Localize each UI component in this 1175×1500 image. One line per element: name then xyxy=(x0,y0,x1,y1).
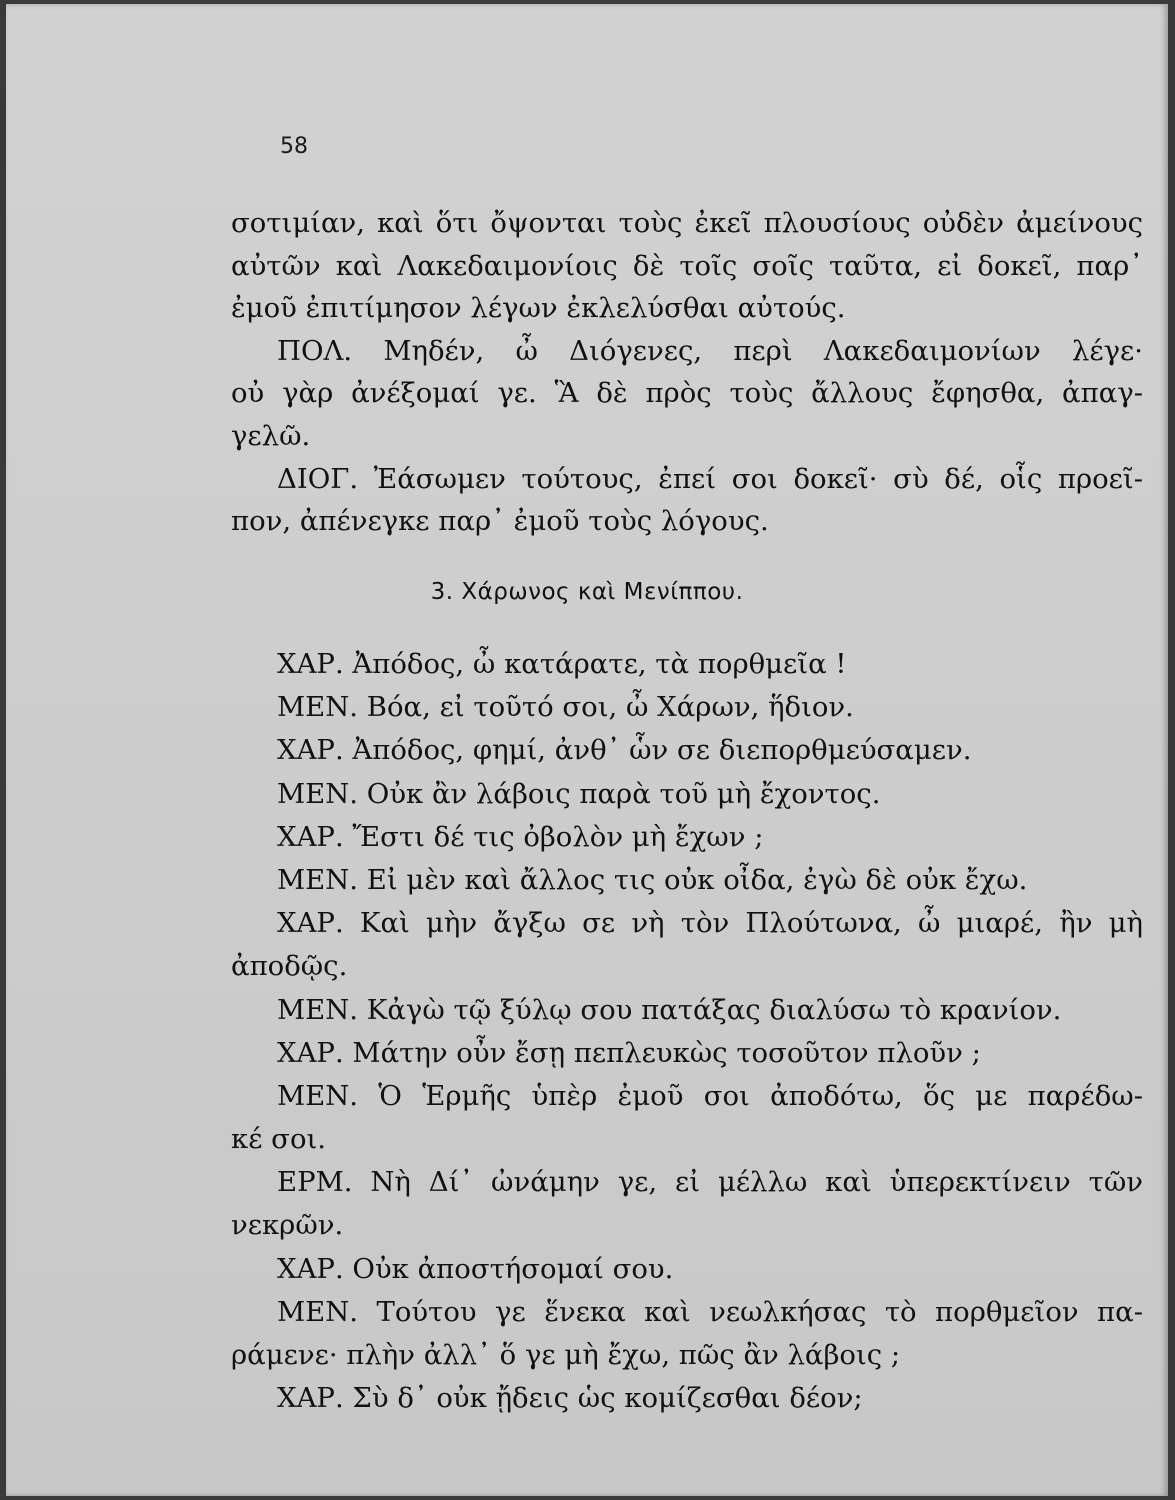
text-line: γελῶ. xyxy=(231,419,311,452)
dialogue-line: ΜΕΝ. Ὁ Ἑρμῆς ὑπὲρ ἐμοῦ σοι ἀποδότω, ὅς με παρέδω- xyxy=(277,1079,1143,1112)
dialogue-line: ΧΑΡ. Ἔστι δέ τις ὀβολὸν μὴ ἔχων ; xyxy=(277,820,764,853)
preceding-dialogue-text xyxy=(231,202,1143,543)
text-line: ΔΙΟΓ. Ἐάσωμεν τούτους, ἐπεί σοι δοκεῖ· σὺ δέ, οἷς προεῖ- xyxy=(277,462,1143,495)
dialogue-line: ΜΕΝ. Οὐκ ἂν λάβοις παρὰ τοῦ μὴ ἔχοντος. xyxy=(277,777,881,810)
dialogue-line: ΧΑΡ. Μάτην οὖν ἔσῃ πεπλευκὼς τοσοῦτον πλοῦν ; xyxy=(277,1036,981,1069)
dialogue-line: ράμενε· πλὴν ἀλλ᾽ ὅ γε μὴ ἔχω, πῶς ἂν λάβοις ; xyxy=(231,1339,901,1371)
dialogue-line: ΕΡΜ. Νὴ Δί᾽ ὠνάμην γε, εἰ μέλλω καὶ ὑπερεκτίνειν τῶν xyxy=(277,1166,1143,1199)
text-line: πον, ἀπένεγκε παρ᾽ ἐμοῦ τοὺς λόγους. xyxy=(231,505,769,538)
dialogue-line: ΧΑΡ. Καὶ μὴν ἄγξω σε νὴ τὸν Πλούτωνα, ὦ μιαρέ, ἢν μὴ xyxy=(277,907,1143,940)
dialogue-line: ΜΕΝ. Βόα, εἰ τοῦτό σοι, ὦ Χάρων, ἥδιον. xyxy=(277,691,854,724)
dialogue-line: ΧΑΡ. Ἀπόδος, φημί, ἀνθ᾽ ὧν σε διεπορθμεύσαμεν. xyxy=(277,734,972,767)
text-line: σοτιμίαν, καὶ ὅτι ὄψονται τοὺς ἐκεῖ πλουσίους οὐδὲν ἀμείνους xyxy=(231,207,1143,239)
book-page xyxy=(6,4,1168,1496)
dialogue-line: κέ σοι. xyxy=(231,1123,327,1156)
text-line: ἐμοῦ ἐπιτίμησον λέγων ἐκλελύσθαι αὐτούς. xyxy=(231,292,846,325)
dialogue-line: ΧΑΡ. Σὺ δ᾽ οὐκ ᾔδεις ὡς κομίζεσθαι δέον; xyxy=(277,1382,863,1415)
dialogue-line: ΜΕΝ. Τούτου γε ἕνεκα καὶ νεωλκήσας τὸ πορθμεῖον πα- xyxy=(277,1295,1143,1328)
dialogue-line: ἀποδῷς. xyxy=(231,950,348,983)
section-heading: 3. Χάρωνος καὶ Μενίππου. xyxy=(430,579,744,605)
dialogue-line: ΧΑΡ. Ἀπόδος, ὦ κατάρατε, τὰ πορθμεῖα ! xyxy=(277,648,847,680)
dialogue-line: νεκρῶν. xyxy=(231,1209,344,1242)
dialogue-line: ΜΕΝ. Κἀγὼ τῷ ξύλῳ σου πατάξας διαλύσω τὸ κρανίον. xyxy=(277,993,1062,1026)
dialogue-line: ΧΑΡ. Οὐκ ἀποστήσομαί σου. xyxy=(277,1252,674,1285)
text-line: ΠΟΛ. Μηδέν, ὦ Διόγενες, περὶ Λακεδαιμονίων λέγε· xyxy=(277,334,1143,367)
page-number: 58 xyxy=(280,134,308,159)
dialogue-line: ΜΕΝ. Εἰ μὲν καὶ ἄλλος τις οὐκ οἶδα, ἐγὼ δὲ οὐκ ἔχω. xyxy=(277,863,1028,896)
dialogue-text xyxy=(231,643,1143,1420)
text-line: αὐτῶν καὶ Λακεδαιμονίοις δὲ τοῖς σοῖς ταῦτα, εἰ δοκεῖ, παρ᾽ xyxy=(231,249,1143,282)
text-line: οὐ γὰρ ἀνέξομαί γε. Ἃ δὲ πρὸς τοὺς ἄλλους ἔφησθα, ἀπαγ- xyxy=(231,377,1143,410)
